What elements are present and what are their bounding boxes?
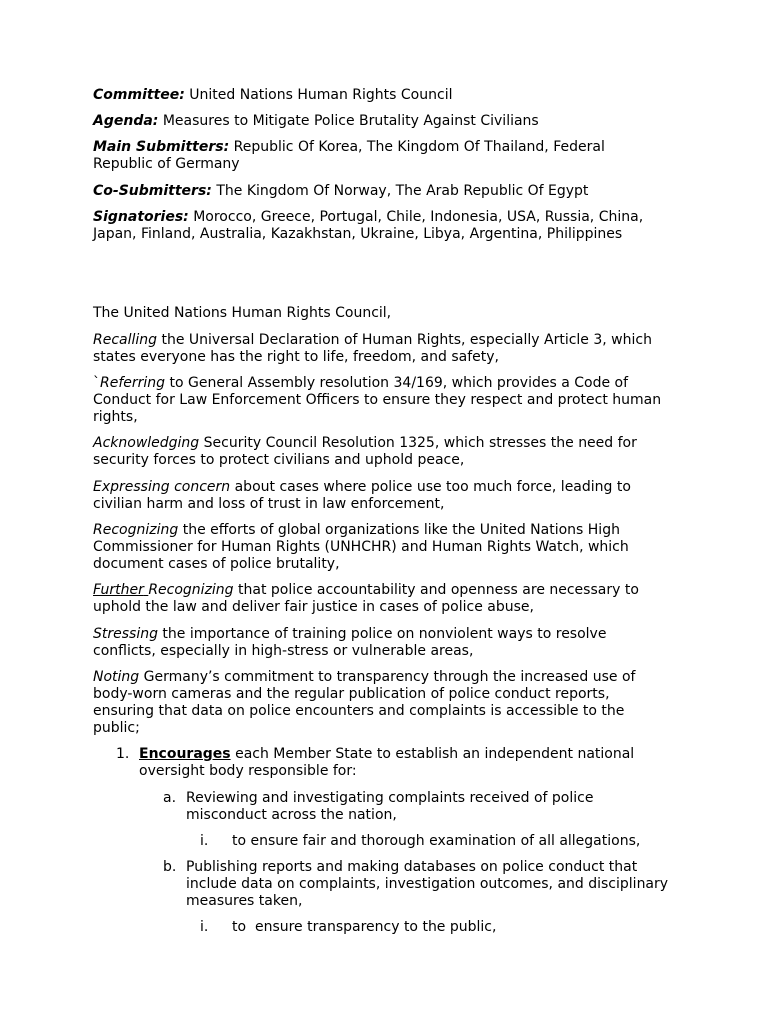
preambular-text: the efforts of global organizations like the United Nations High Commissioner for Human Rights (UNHCHR) and Human Rights Watch, which document cases of police brutality, xyxy=(93,522,629,572)
subsubclause-b-i: to ensure transparency to the public, xyxy=(232,919,497,935)
preambular-verb: Recognizing xyxy=(93,522,179,538)
agenda-label: Agenda: xyxy=(93,113,159,129)
preambular-clause xyxy=(93,332,673,366)
subclause-b: Publishing reports and making databases on police conduct that include data on complaints, investigation outcomes, and disciplinary measures taken, xyxy=(186,859,669,909)
signatories-label: Signatories: xyxy=(93,209,189,225)
agenda-line xyxy=(93,113,683,130)
preambular-text: that police accountability and openness are necessary to uphold the law and deliver fair justice in cases of police abuse, xyxy=(93,582,639,615)
co-submitters-line xyxy=(93,183,683,200)
preambular-verb-part2: Recognizing xyxy=(148,582,234,598)
preambular-text: about cases where police use too much force, leading to civilian harm and loss of trust in law enforcement, xyxy=(93,479,631,512)
co-submitters-label: Co-Submitters: xyxy=(93,183,212,199)
operative-number: 1. xyxy=(116,746,130,762)
preambular-clause xyxy=(93,479,658,513)
preambular-verb: Noting xyxy=(93,669,140,685)
operative-verb: Encourages xyxy=(139,746,231,762)
subclause-marker-a: a. xyxy=(163,790,177,806)
preambular-prefix: ` xyxy=(93,375,100,391)
main-submitters-line xyxy=(93,139,633,173)
signatories-value: Morocco, Greece, Portugal, Chile, Indonesia, USA, Russia, China, Japan, Finland, Australia, Kazakhstan, Ukraine, Libya, Argentina, Philippines xyxy=(93,209,644,242)
preambular-text: to General Assembly resolution 34/169, which provides a Code of Conduct for Law Enforcement Officers to ensure they respect and protect human rights, xyxy=(93,375,662,425)
subsubclause-marker-a-i: i. xyxy=(200,833,209,849)
preambular-verb: Acknowledging xyxy=(93,435,200,451)
subclause-marker-b: b. xyxy=(163,859,177,875)
preambular-verb: Recalling xyxy=(93,332,158,348)
subsubclause-a-i: to ensure fair and thorough examination of all allegations, xyxy=(232,833,641,849)
signatories-line xyxy=(93,209,668,243)
preambular-clause xyxy=(93,435,658,469)
operative-text: each Member State to establish an independent national oversight body responsible for: xyxy=(139,746,635,779)
preambular-text: Security Council Resolution 1325, which stresses the need for security forces to protect civilians and uphold peace, xyxy=(93,435,637,468)
preambular-text: the Universal Declaration of Human Rights, especially Article 3, which states everyone has the right to life, freedom, and safety, xyxy=(93,332,652,365)
co-submitters-value: The Kingdom Of Norway, The Arab Republic Of Egypt xyxy=(216,183,589,199)
preambular-text: Germany’s commitment to transparency through the increased use of body-worn cameras and the regular publication of police conduct reports, ensuring that data on police encounters and complaints is accessible to the public; xyxy=(93,669,636,736)
preambular-clause xyxy=(93,375,673,426)
subsubclause-marker-b-i: i. xyxy=(200,919,209,935)
preambular-verb: Expressing concern xyxy=(93,479,231,495)
committee-line xyxy=(93,87,683,104)
preambular-verb-part1: Further xyxy=(93,582,144,598)
main-submitters-label: Main Submitters: xyxy=(93,139,230,155)
preambular-text: the importance of training police on nonviolent ways to resolve conflicts, especially in high-stress or vulnerable areas, xyxy=(93,626,607,659)
preambular-clause xyxy=(93,669,658,737)
preambular-clause xyxy=(93,582,658,616)
main-submitters-value: Republic Of Korea, The Kingdom Of Thailand, Federal Republic of Germany xyxy=(93,139,605,172)
preambular-clause xyxy=(93,522,648,573)
agenda-value: Measures to Mitigate Police Brutality Against Civilians xyxy=(162,113,539,129)
opening-line: The United Nations Human Rights Council, xyxy=(93,305,392,321)
subclause-a: Reviewing and investigating complaints received of police misconduct across the nation, xyxy=(186,790,594,823)
operative-clause xyxy=(139,746,659,780)
preambular-verb: Stressing xyxy=(93,626,158,642)
preambular-verb: Referring xyxy=(100,375,166,391)
committee-label: Committee: xyxy=(93,87,185,103)
preambular-clause xyxy=(93,626,633,660)
committee-value: United Nations Human Rights Council xyxy=(189,87,453,103)
